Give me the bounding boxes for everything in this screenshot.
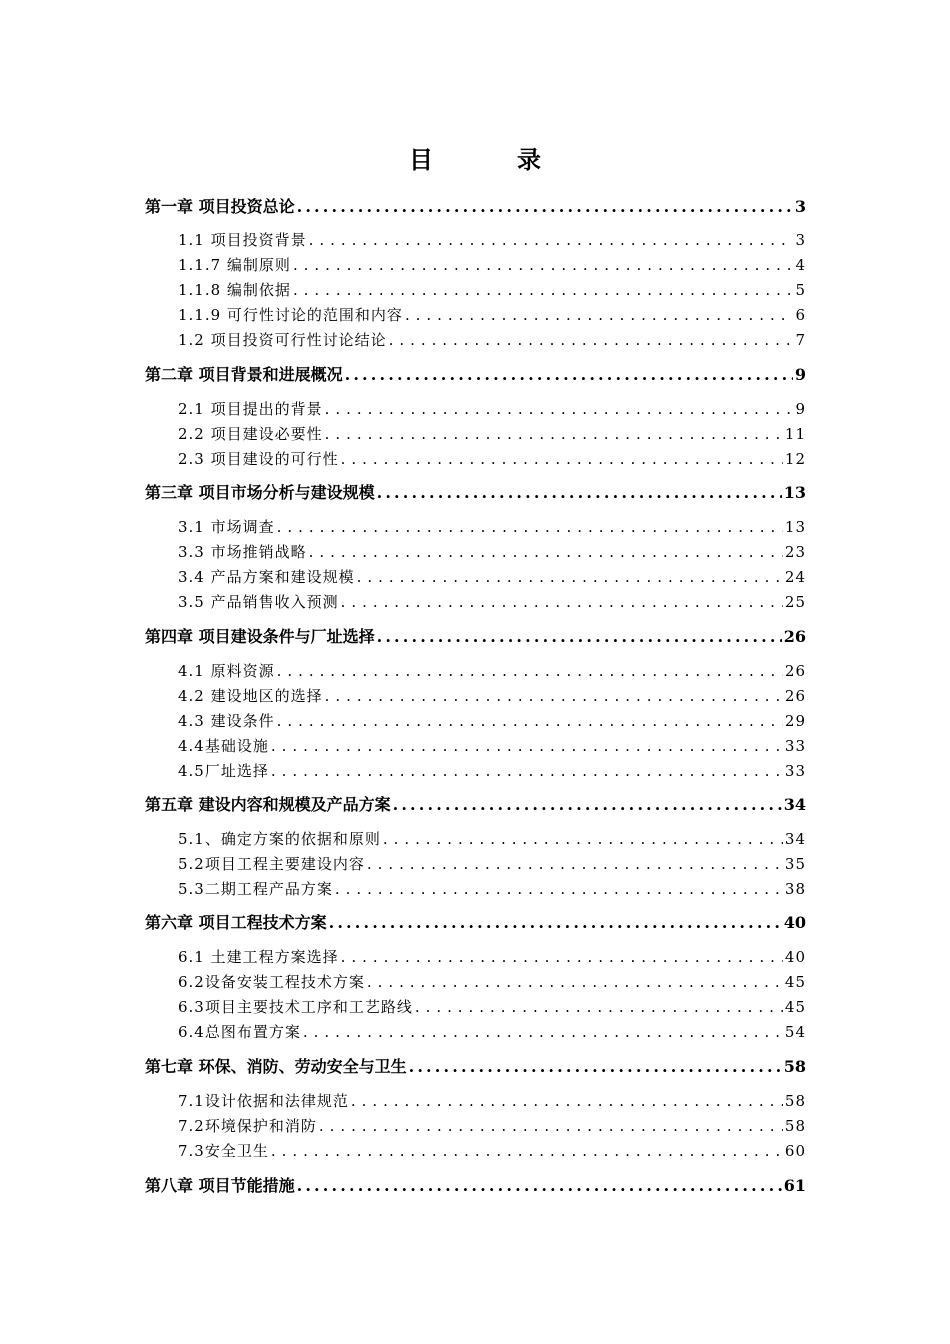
toc-section[interactable] bbox=[178, 398, 806, 420]
toc-label: 第一章 项目投资总论 bbox=[145, 197, 295, 216]
toc-chapter-2[interactable] bbox=[145, 364, 806, 386]
toc-page-number: 34 bbox=[783, 795, 806, 814]
toc-page-number: 13 bbox=[784, 518, 806, 536]
toc-label: 5.2项目工程主要建设内容 bbox=[178, 855, 365, 873]
dot-leader bbox=[341, 448, 783, 470]
toc-label: 7.1设计依据和法律规范 bbox=[178, 1092, 349, 1110]
toc-label: 5.3二期工程产品方案 bbox=[178, 880, 333, 898]
dot-leader bbox=[271, 735, 783, 757]
toc-page-number: 40 bbox=[784, 948, 806, 966]
toc-section[interactable] bbox=[178, 878, 806, 900]
toc-page-number: 11 bbox=[784, 425, 806, 443]
toc-page-number: 38 bbox=[784, 880, 806, 898]
toc-label: 6.2设备安装工程技术方案 bbox=[178, 973, 365, 991]
dot-leader bbox=[325, 423, 783, 445]
dot-leader bbox=[277, 516, 783, 538]
toc-section[interactable] bbox=[178, 279, 806, 301]
toc-label: 第六章 项目工程技术方案 bbox=[145, 913, 327, 932]
dot-leader bbox=[319, 1115, 783, 1137]
toc-page-number: 58 bbox=[784, 1092, 806, 1110]
dot-leader bbox=[293, 254, 794, 276]
toc-label: 2.1 项目提出的背景 bbox=[178, 400, 323, 418]
toc-label: 2.2 项目建设必要性 bbox=[178, 425, 323, 443]
toc-label: 4.5厂址选择 bbox=[178, 762, 269, 780]
toc-page-number: 25 bbox=[784, 593, 806, 611]
dot-leader bbox=[357, 566, 783, 588]
toc-label: 第七章 环保、消防、劳动安全与卫生 bbox=[145, 1057, 407, 1076]
toc-label: 1.1.8 编制依据 bbox=[178, 281, 291, 299]
dot-leader bbox=[393, 794, 782, 816]
toc-page-number: 26 bbox=[784, 687, 806, 705]
toc-label: 7.3安全卫生 bbox=[178, 1142, 269, 1160]
toc-section[interactable] bbox=[178, 1115, 806, 1137]
toc-label: 第二章 项目背景和进展概况 bbox=[145, 365, 343, 384]
dot-leader bbox=[325, 685, 783, 707]
toc-chapter-1[interactable] bbox=[145, 196, 806, 218]
toc-page-number: 3 bbox=[795, 231, 806, 249]
toc-label: 3.4 产品方案和建设规模 bbox=[178, 568, 355, 586]
dot-leader bbox=[367, 971, 783, 993]
dot-leader bbox=[383, 828, 783, 850]
dot-leader bbox=[377, 482, 782, 504]
toc-section[interactable] bbox=[178, 229, 806, 251]
toc-page-number: 29 bbox=[784, 712, 806, 730]
toc-chapter-5[interactable] bbox=[145, 794, 806, 816]
toc-page-number: 6 bbox=[795, 306, 806, 324]
toc-section[interactable] bbox=[178, 448, 806, 470]
toc-page-number: 58 bbox=[784, 1117, 806, 1135]
toc-page-number: 9 bbox=[795, 400, 806, 418]
toc-section[interactable] bbox=[178, 304, 806, 326]
toc-chapter-8[interactable] bbox=[145, 1175, 806, 1197]
toc-label: 1.1.7 编制原则 bbox=[178, 256, 291, 274]
toc-section[interactable] bbox=[178, 423, 806, 445]
toc-section[interactable] bbox=[178, 710, 806, 732]
toc-page-number: 40 bbox=[783, 913, 806, 932]
toc-page-number: 33 bbox=[784, 737, 806, 755]
toc-page-number: 61 bbox=[783, 1176, 806, 1195]
toc-page-number: 13 bbox=[783, 483, 806, 502]
toc-label: 第五章 建设内容和规模及产品方案 bbox=[145, 795, 391, 814]
toc-label: 7.2环境保护和消防 bbox=[178, 1117, 317, 1135]
toc-label: 3.1 市场调查 bbox=[178, 518, 275, 536]
toc-title: 目 录 bbox=[409, 145, 571, 174]
toc-label: 6.4总图布置方案 bbox=[178, 1023, 301, 1041]
toc-section[interactable] bbox=[178, 516, 806, 538]
toc-section[interactable] bbox=[178, 329, 806, 351]
dot-leader bbox=[325, 398, 794, 420]
toc-section[interactable] bbox=[178, 254, 806, 276]
toc-label: 第八章 项目节能措施 bbox=[145, 1176, 295, 1195]
dot-leader bbox=[351, 1090, 783, 1112]
toc-page-number: 4 bbox=[795, 256, 806, 274]
dot-leader bbox=[335, 878, 783, 900]
toc-page-number: 33 bbox=[784, 762, 806, 780]
dot-leader bbox=[415, 996, 783, 1018]
dot-leader bbox=[297, 196, 793, 218]
toc-label: 6.1 土建工程方案选择 bbox=[178, 948, 339, 966]
toc-chapter-4[interactable] bbox=[145, 626, 806, 648]
toc-page-number: 54 bbox=[784, 1023, 806, 1041]
dot-leader bbox=[309, 541, 783, 563]
dot-leader bbox=[271, 760, 783, 782]
toc-label: 6.3项目主要技术工序和工艺路线 bbox=[178, 998, 413, 1016]
dot-leader bbox=[277, 710, 783, 732]
toc-section[interactable] bbox=[178, 685, 806, 707]
dot-leader bbox=[297, 1175, 782, 1197]
toc-section[interactable] bbox=[178, 971, 806, 993]
toc-label: 4.1 原料资源 bbox=[178, 662, 275, 680]
dot-leader bbox=[367, 853, 783, 875]
toc-section[interactable] bbox=[178, 1021, 806, 1043]
toc-label: 4.2 建设地区的选择 bbox=[178, 687, 323, 705]
dot-leader bbox=[303, 1021, 783, 1043]
toc-label: 3.3 市场推销战略 bbox=[178, 543, 307, 561]
toc-section[interactable] bbox=[178, 735, 806, 757]
toc-section[interactable] bbox=[178, 660, 806, 682]
dot-leader bbox=[293, 279, 794, 301]
toc-label: 第四章 项目建设条件与厂址选择 bbox=[145, 627, 375, 646]
dot-leader bbox=[345, 364, 793, 386]
dot-leader bbox=[389, 329, 794, 351]
toc-page-number: 24 bbox=[784, 568, 806, 586]
dot-leader bbox=[341, 591, 783, 613]
toc-page-number: 12 bbox=[784, 450, 806, 468]
toc-label: 1.2 项目投资可行性讨论结论 bbox=[178, 331, 387, 349]
dot-leader bbox=[329, 912, 782, 934]
toc-chapter-3[interactable] bbox=[145, 482, 806, 504]
toc-page-number: 7 bbox=[795, 331, 806, 349]
toc-page-number: 23 bbox=[784, 543, 806, 561]
dot-leader bbox=[309, 229, 794, 251]
dot-leader bbox=[377, 626, 782, 648]
toc-label: 5.1、确定方案的依据和原则 bbox=[178, 830, 381, 848]
dot-leader bbox=[271, 1140, 783, 1162]
toc-page-number: 9 bbox=[794, 365, 806, 384]
toc-section[interactable] bbox=[178, 566, 806, 588]
toc-label: 1.1.9 可行性讨论的范围和内容 bbox=[178, 306, 403, 324]
toc-page-number: 58 bbox=[783, 1057, 806, 1076]
toc-label: 1.1 项目投资背景 bbox=[178, 231, 307, 249]
toc-label: 第三章 项目市场分析与建设规模 bbox=[145, 483, 375, 502]
dot-leader bbox=[277, 660, 783, 682]
toc-label: 3.5 产品销售收入预测 bbox=[178, 593, 339, 611]
toc-chapter-6[interactable] bbox=[145, 912, 806, 934]
toc-chapter-7[interactable] bbox=[145, 1056, 806, 1078]
toc-section[interactable] bbox=[178, 760, 806, 782]
toc-label: 4.4基础设施 bbox=[178, 737, 269, 755]
toc-page-number: 35 bbox=[784, 855, 806, 873]
toc-label: 4.3 建设条件 bbox=[178, 712, 275, 730]
toc-page-number: 45 bbox=[784, 973, 806, 991]
toc-label: 2.3 项目建设的可行性 bbox=[178, 450, 339, 468]
toc-section[interactable] bbox=[178, 853, 806, 875]
toc-section[interactable] bbox=[178, 996, 806, 1018]
dot-leader bbox=[405, 304, 794, 326]
toc-page-number: 34 bbox=[784, 830, 806, 848]
dot-leader bbox=[341, 946, 783, 968]
toc-section[interactable] bbox=[178, 1140, 806, 1162]
dot-leader bbox=[409, 1056, 782, 1078]
toc-section[interactable] bbox=[178, 828, 806, 850]
toc-page-number: 26 bbox=[783, 627, 806, 646]
toc-section[interactable] bbox=[178, 946, 806, 968]
toc-section[interactable] bbox=[178, 541, 806, 563]
toc-page-number: 45 bbox=[784, 998, 806, 1016]
toc-page-number: 3 bbox=[794, 197, 806, 216]
toc-page-number: 60 bbox=[784, 1142, 806, 1160]
toc-section[interactable] bbox=[178, 1090, 806, 1112]
toc-page-number: 5 bbox=[795, 281, 806, 299]
toc-page-number: 26 bbox=[784, 662, 806, 680]
toc-section[interactable] bbox=[178, 591, 806, 613]
